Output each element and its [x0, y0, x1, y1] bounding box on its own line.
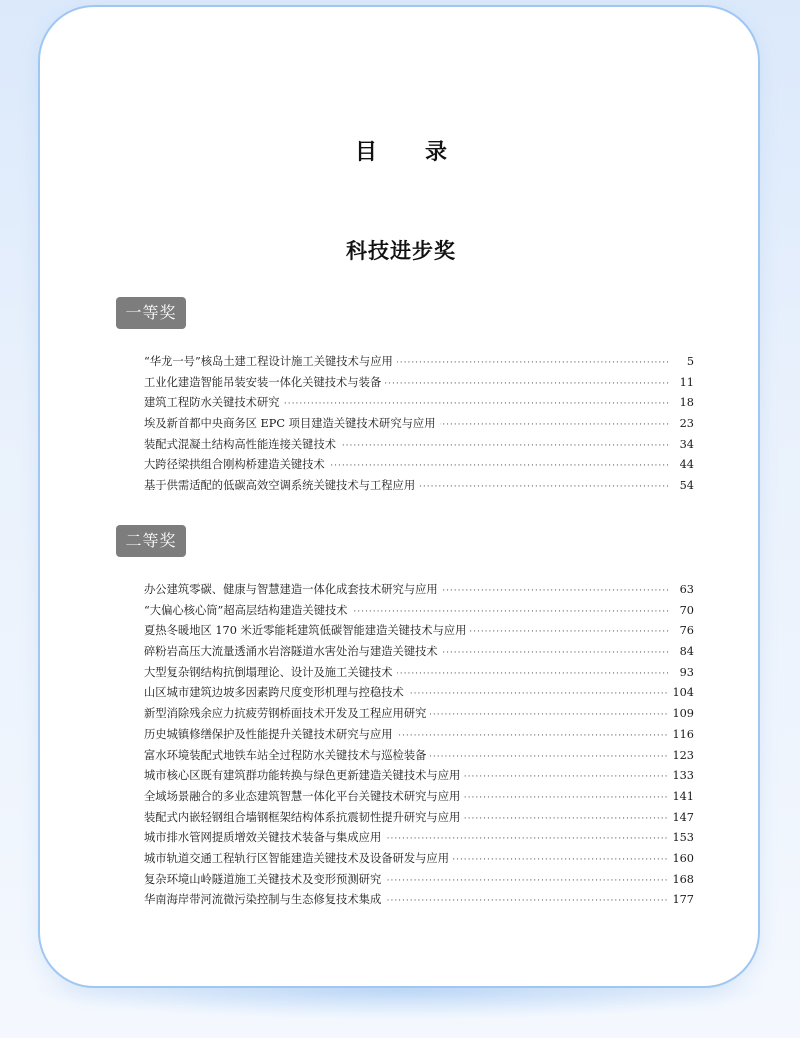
- toc-dot-leader: [470, 622, 670, 643]
- toc-entry-page-number: 23: [679, 417, 694, 431]
- toc-entry[interactable]: [144, 435, 694, 456]
- toc-entry[interactable]: [144, 683, 694, 704]
- toc-dot-leader: [385, 871, 668, 892]
- toc-entry-title: 建筑工程防水关键技术研究: [144, 396, 280, 410]
- toc-entry-page-number: 160: [672, 851, 694, 865]
- toc-dot-leader: [442, 581, 670, 602]
- toc-dot-leader: [430, 705, 668, 726]
- second-prize-badge: 二等奖: [116, 525, 186, 557]
- toc-entry-page-number: 109: [672, 707, 694, 721]
- toc-entry[interactable]: [144, 808, 694, 829]
- toc-entry-title: 埃及新首都中央商务区 EPC 项目建造关键技术研究与应用: [144, 417, 436, 431]
- toc-entry[interactable]: [144, 455, 694, 476]
- toc-entry[interactable]: [144, 414, 694, 435]
- toc-entry[interactable]: [144, 766, 694, 787]
- toc-dot-leader: [352, 602, 670, 623]
- second-prize-toc-list: [144, 580, 694, 911]
- toc-entry-page-number: 11: [679, 375, 694, 389]
- toc-entry-title: 复杂环境山岭隧道施工关键技术及变形预测研究: [144, 872, 382, 886]
- first-prize-toc-list: [144, 352, 694, 497]
- toc-entry-page-number: 168: [672, 872, 694, 886]
- toc-entry[interactable]: [144, 890, 694, 911]
- toc-entry-page-number: 5: [686, 355, 694, 368]
- toc-entry[interactable]: [144, 621, 694, 642]
- toc-entry-page-number: 116: [672, 727, 694, 741]
- toc-entry-title: 城市核心区既有建筑群功能转换与绿色更新建造关键技术与应用: [144, 769, 461, 783]
- toc-entry-title: “华龙一号”核岛土建工程设计施工关键技术与应用: [144, 355, 393, 368]
- toc-dot-leader: [385, 891, 668, 912]
- toc-entry-title: 装配式混凝土结构高性能连接关键技术: [144, 437, 337, 451]
- toc-entry-page-number: 153: [672, 831, 694, 845]
- toc-entry-title: 山区城市建筑边坡多因素跨尺度变形机理与控稳技术: [144, 686, 404, 700]
- toc-entry[interactable]: [144, 663, 694, 684]
- toc-entry[interactable]: [144, 870, 694, 891]
- toc-entry[interactable]: [144, 746, 694, 767]
- toc-entry-title: 城市排水管网提质增效关键技术装备与集成应用: [144, 831, 382, 845]
- toc-entry-title: 碎粉岩高压大流量透涌水岩溶隧道水害处治与建造关键技术: [144, 645, 438, 659]
- toc-entry[interactable]: [144, 601, 694, 622]
- toc-entry-page-number: 133: [672, 769, 694, 783]
- toc-entry[interactable]: [144, 476, 694, 497]
- toc-entry-page-number: 123: [672, 748, 694, 762]
- toc-entry-title: 华南海岸带河流微污染控制与生态修复技术集成: [144, 893, 382, 907]
- toc-dot-leader: [440, 415, 670, 436]
- toc-dot-leader: [284, 394, 670, 415]
- toc-dot-leader: [453, 850, 668, 871]
- toc-entry-title: “大偏心核心筒”超高层结构建造关键技术: [144, 603, 348, 617]
- toc-entry-title: 城市轨道交通工程轨行区智能建造关键技术及设备研发与应用: [144, 851, 450, 865]
- toc-dot-leader: [442, 643, 670, 664]
- toc-entry-title: 大型复杂钢结构抗倒塌理论、设计及施工关键技术: [144, 665, 393, 679]
- toc-entry-title: 夏热冬暖地区 170 米近零能耗建筑低碳智能建造关键技术与应用: [144, 624, 467, 638]
- toc-entry[interactable]: [144, 725, 694, 746]
- toc-dot-leader: [430, 747, 668, 768]
- toc-entry-title: 历史城镇修缮保护及性能提升关键技术研究与应用: [144, 727, 393, 741]
- toc-entry[interactable]: [144, 704, 694, 725]
- toc-dot-leader: [464, 809, 668, 830]
- toc-entry-title: 全域场景融合的多业态建筑智慧一体化平台关键技术研究与应用: [144, 789, 461, 803]
- toc-entry-page-number: 76: [679, 624, 694, 638]
- toc-entry[interactable]: [144, 787, 694, 808]
- toc-entry[interactable]: [144, 373, 694, 394]
- toc-entry-title: 新型消除残余应力抗疲劳钢桥面技术开发及工程应用研究: [144, 707, 427, 721]
- toc-entry-page-number: 63: [679, 583, 694, 596]
- toc-dot-leader: [397, 664, 670, 685]
- toc-dot-leader: [385, 374, 670, 395]
- document-page: [38, 5, 760, 988]
- toc-dot-leader: [419, 477, 670, 498]
- toc-entry-title: 富水环境装配式地铁车站全过程防水关键技术与巡检装备: [144, 748, 427, 762]
- toc-entry[interactable]: [144, 580, 694, 601]
- toc-entry[interactable]: [144, 393, 694, 414]
- toc-entry[interactable]: [144, 642, 694, 663]
- toc-dot-leader: [464, 767, 668, 788]
- toc-dot-leader: [397, 353, 670, 374]
- toc-dot-leader: [408, 684, 669, 705]
- toc-dot-leader: [385, 829, 668, 850]
- toc-entry-page-number: 84: [679, 645, 694, 659]
- toc-entry-page-number: 93: [679, 665, 694, 679]
- page-title: 目录: [354, 140, 495, 165]
- toc-entry[interactable]: [144, 849, 694, 870]
- toc-entry-title: 大跨径梁拱组合刚构桥建造关键技术: [144, 458, 325, 472]
- toc-dot-leader: [464, 788, 668, 809]
- toc-dot-leader: [340, 436, 670, 457]
- first-prize-badge: 一等奖: [116, 297, 186, 329]
- toc-entry[interactable]: [144, 352, 694, 373]
- toc-entry-title: 基于供需适配的低碳高效空调系统关键技术与工程应用: [144, 479, 416, 493]
- toc-entry-page-number: 70: [679, 603, 694, 617]
- toc-entry-page-number: 147: [672, 810, 694, 824]
- toc-entry-title: 办公建筑零碳、健康与智慧建造一体化成套技术研究与应用: [144, 583, 438, 596]
- toc-entry-title: 工业化建造智能吊装安装一体化关键技术与装备: [144, 375, 382, 389]
- toc-entry-page-number: 141: [672, 789, 694, 803]
- toc-entry-page-number: 54: [679, 479, 694, 493]
- toc-dot-leader: [397, 726, 669, 747]
- toc-entry-title: 装配式内嵌轻钢组合墙钢框架结构体系抗震韧性提升研究与应用: [144, 810, 461, 824]
- toc-entry[interactable]: [144, 828, 694, 849]
- toc-entry-page-number: 104: [672, 686, 694, 700]
- toc-entry-page-number: 18: [679, 396, 694, 410]
- toc-entry-page-number: 34: [679, 437, 694, 451]
- toc-entry-page-number: 177: [672, 893, 694, 907]
- toc-dot-leader: [329, 456, 670, 477]
- section-title: 科技进步奖: [346, 238, 456, 263]
- toc-entry-page-number: 44: [679, 458, 694, 472]
